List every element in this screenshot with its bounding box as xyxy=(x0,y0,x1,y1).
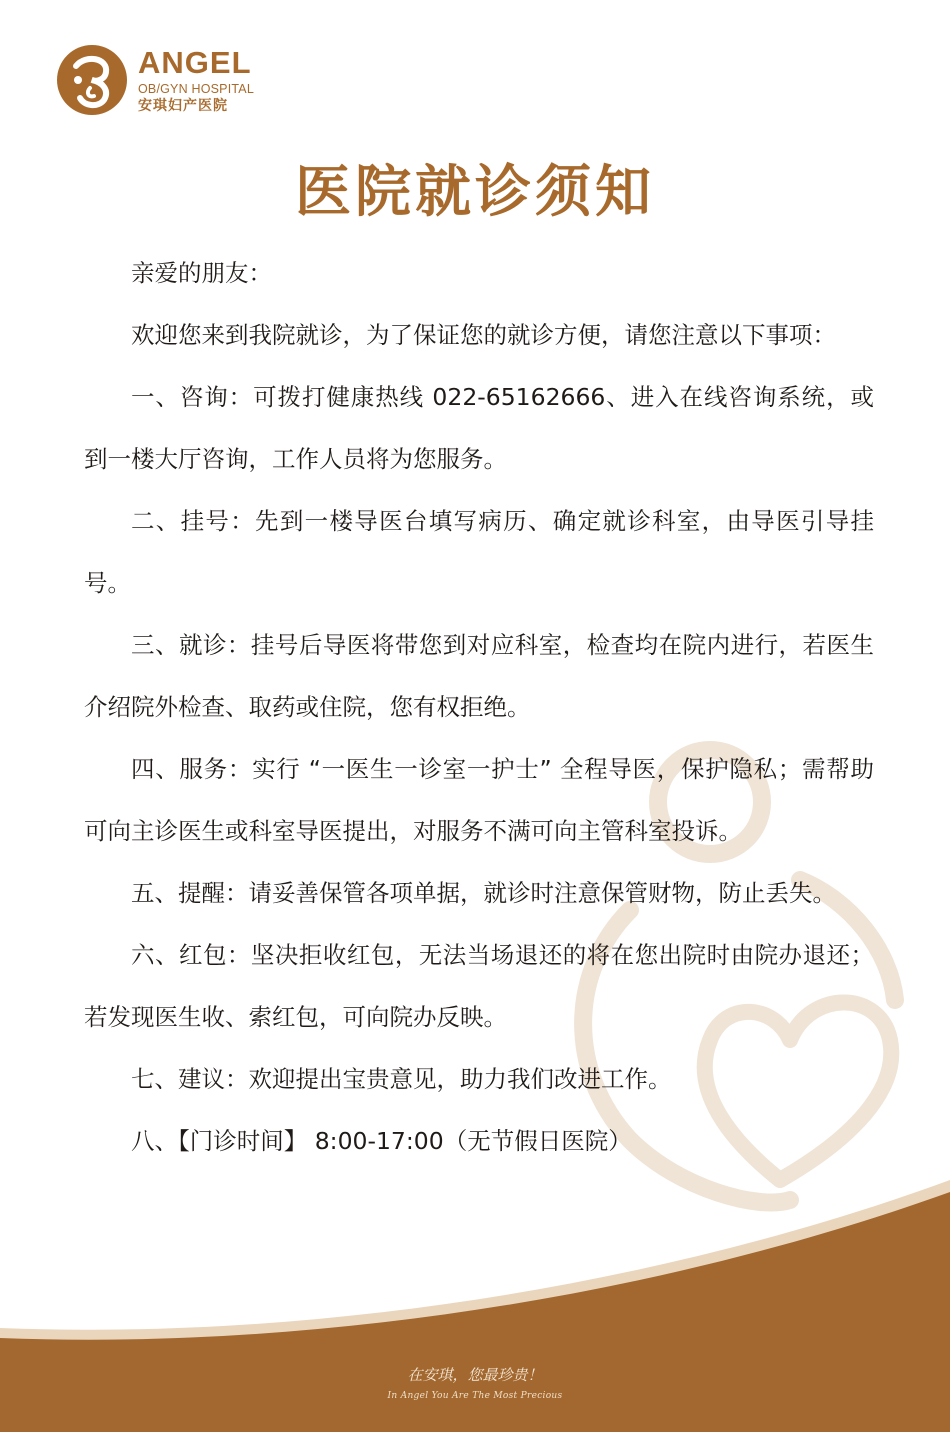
logo-name-cn: 安琪妇产医院 xyxy=(138,98,228,114)
intro-paragraph: 欢迎您来到我院就诊，为了保证您的就诊方便，请您注意以下事项： xyxy=(131,321,836,349)
footer-slogan-en: In Angel You Are The Most Precious xyxy=(387,1391,563,1401)
item-red-envelope: 六、红包：坚决拒收红包，无法当场退还的将在您出院时由院办退还；若发现医生收、索红包，可向院办反映。 xyxy=(84,941,874,1031)
hospital-logo xyxy=(56,44,276,118)
logo-name: ANGEL xyxy=(138,45,252,80)
logo-subtitle: OB/GYN HOSPITAL xyxy=(138,82,254,96)
item-service: 四、服务：实行 “一医生一诊室一护士” 全程导医，保护隐私；需帮助可向主诊医生或科室导医提出，对服务不满可向主管科室投诉。 xyxy=(84,755,874,845)
item-suggestion: 七、建议：欢迎提出宝贵意见，助力我们改进工作。 xyxy=(131,1065,672,1093)
footer-slogan: 在安琪，您最珍贵！ xyxy=(407,1366,543,1384)
item-consultation: 一、咨询：可拨打健康热线 022-65162666、进入在线咨询系统，或到一楼大厅咨询，工作人员将为您服务。 xyxy=(84,383,874,473)
item-registration: 二、挂号：先到一楼导医台填写病历、确定就诊科室，由导医引导挂号。 xyxy=(84,507,874,597)
angel-logo-icon xyxy=(56,44,128,116)
item-visit: 三、就诊：挂号后导医将带您到对应科室，检查均在院内进行，若医生介绍院外检查、取药或住院，您有权拒绝。 xyxy=(84,631,874,721)
item-reminder: 五、提醒：请妥善保管各项单据，就诊时注意保管财物，防止丢失。 xyxy=(131,879,836,907)
notice-content xyxy=(84,242,874,1172)
salutation: 亲爱的朋友： xyxy=(131,259,272,287)
page-title: 医院就诊须知 xyxy=(295,160,655,225)
item-clinic-hours: 八、【门诊时间】 8:00-17:00（无节假日医院） xyxy=(131,1127,632,1155)
